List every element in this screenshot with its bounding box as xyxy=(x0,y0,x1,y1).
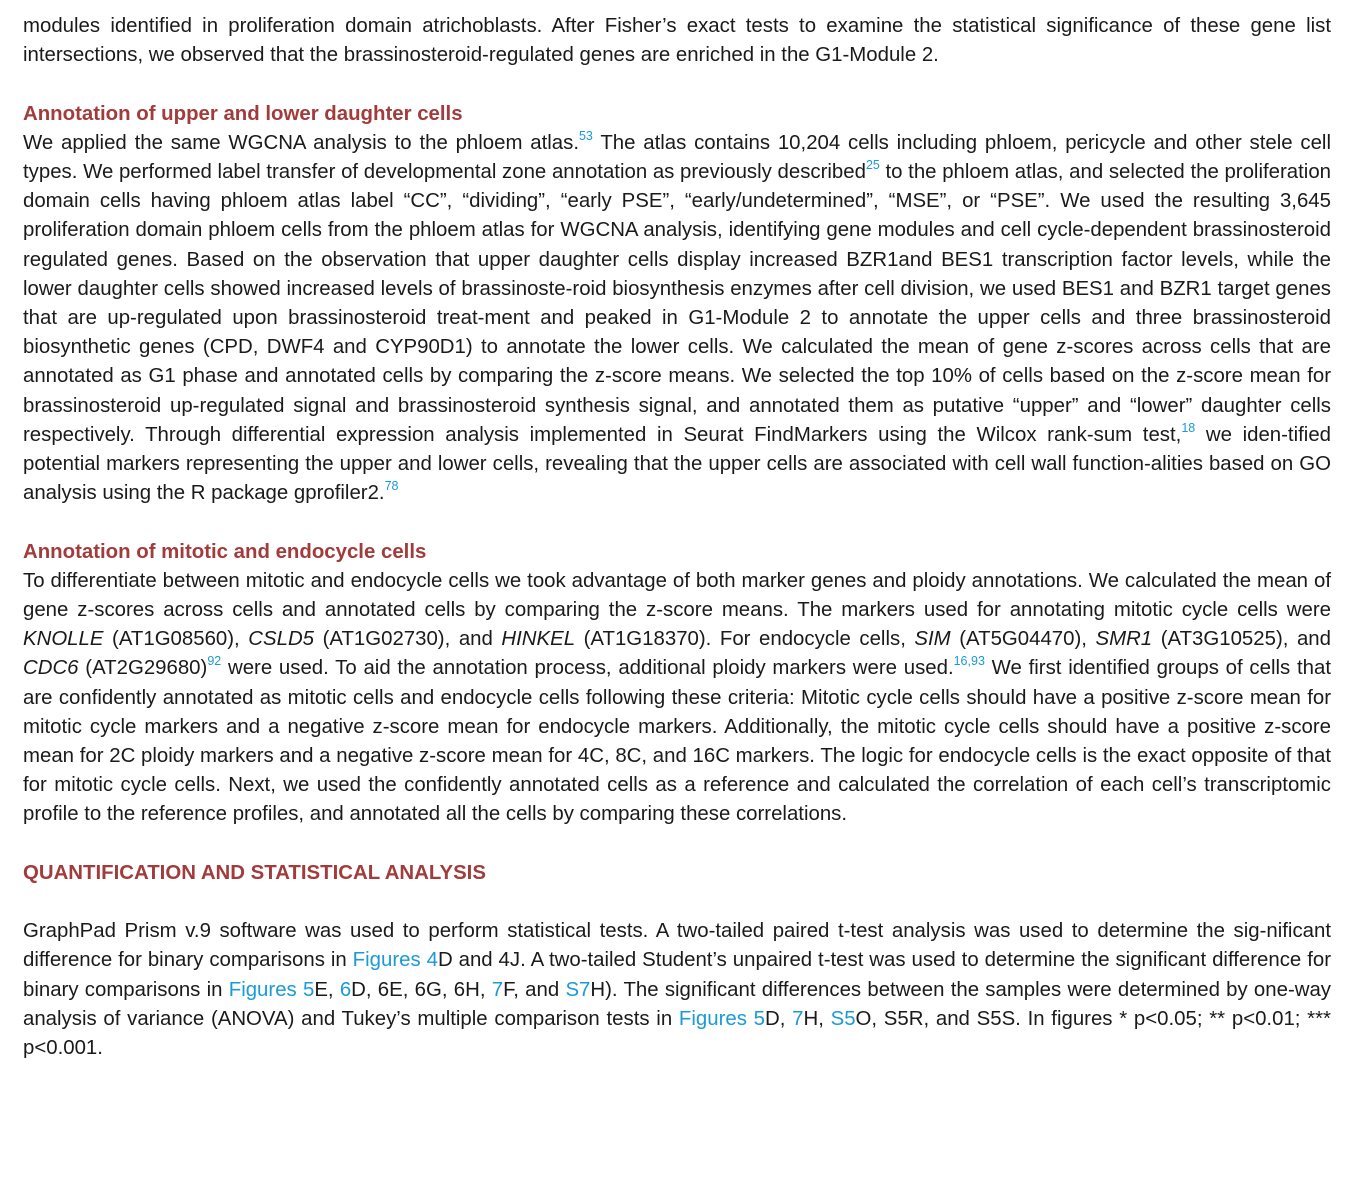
spacer xyxy=(23,888,1331,917)
text-run: To differentiate between mitotic and endocycle cells we took advantage of both marker genes and ploidy annotations. We calculated the mean of gene z-scores across cells and annotated cells by comparing the z-score means. The markers used for annotating mitotic cycle cells were xyxy=(23,569,1331,622)
text-run: D, 6E, 6G, 6H, xyxy=(351,978,492,1001)
intro-text: modules identified in proliferation domain atrichoblasts. After Fisher’s exact tests to examine the statistical significance of these gene list intersections, we observed that the brassinosteroid-regulated genes are enriched in the G1-Module 2. xyxy=(23,15,1331,67)
spacer xyxy=(23,830,1331,859)
spacer xyxy=(23,70,1331,99)
text-run: H, xyxy=(803,1007,831,1030)
text-run: (AT3G10525), and xyxy=(1152,628,1331,651)
figure-link[interactable]: 6 xyxy=(339,978,352,1001)
intro-paragraph xyxy=(23,12,1331,70)
text-run: E, xyxy=(314,978,340,1001)
text-run: We applied the same WGCNA analysis to the phloem atlas. xyxy=(23,131,579,154)
figure-link[interactable]: Figures 5 xyxy=(678,1007,765,1030)
figure-link[interactable]: Figures 4 xyxy=(352,949,438,972)
citation-link[interactable]: 92 xyxy=(207,654,222,669)
citation-link[interactable]: 53 xyxy=(578,128,593,143)
figure-link[interactable]: S7 xyxy=(565,978,591,1001)
section-paragraph-quantification xyxy=(23,917,1331,1063)
gene-name: SMR1 xyxy=(1095,628,1153,651)
citation-link[interactable]: 78 xyxy=(384,479,399,494)
section-paragraph-upper-lower xyxy=(23,129,1331,509)
section-heading-upper-lower: Annotation of upper and lower daughter cells xyxy=(23,102,463,125)
text-run: D, xyxy=(765,1007,793,1030)
section-paragraph-mitotic-endocycle xyxy=(23,567,1331,830)
text-run: (AT2G29680) xyxy=(78,657,208,680)
gene-name: CSLD5 xyxy=(248,628,315,651)
figure-link[interactable]: Figures 5 xyxy=(228,978,315,1001)
text-run: to the phloem atlas, and selected the proliferation domain cells having phloem atlas label “CC”, “dividing”, “early PSE”, “early/undetermined”, “MSE”, or “PSE”. We used the resulting 3,645 proliferation domain phloem cells from the phloem atlas for WGCNA analysis, identifying gene modules and cell cycle-dependent brassinosteroid regulated genes. Based on the observation that upper daughter cells display increased BZR1and BES1 transcription factor levels, while the lower daughter cells showed increased levels of brassinoste-roid biosynthesis enzymes after cell division, we used BES1 and BZR1 target genes that are up-regulated upon brassinosteroid treat-ment and peaked in G1-Module 2 to annotate the upper cells and three brassinosteroid biosynthetic genes (CPD, DWF4 and CYP90D1) to annotate the lower cells. We calculated the mean of gene z-scores across cells that are annotated as G1 phase and annotated cells by comparing the z-score means. We selected the top 10% of cells based on the z-score mean for brassinosteroid up-regulated signal and brassinosteroid synthesis signal, and annotated them as putative “upper” and “lower” daughter cells respectively. Through differential expression analysis implemented in Seurat FindMarkers using the Wilcox rank-sum test, xyxy=(23,161,1331,446)
section-heading-quantification: QUANTIFICATION AND STATISTICAL ANALYSIS xyxy=(23,861,486,884)
gene-name: KNOLLE xyxy=(23,628,104,651)
figure-link[interactable]: S5 xyxy=(830,1007,856,1030)
article-page xyxy=(23,12,1331,1063)
citation-link[interactable]: 25 xyxy=(865,158,880,172)
text-run: O, S5R, and S5S. In figures * p<0.05; ** p<0.01; *** p<0.001. xyxy=(23,1007,1331,1060)
text-run: were used. To aid the annotation process, additional ploidy markers were used. xyxy=(221,657,954,680)
text-run: (AT5G04470), xyxy=(950,628,1096,651)
text-run: (AT1G18370). For endocycle cells, xyxy=(575,628,915,651)
figure-link[interactable]: 7 xyxy=(792,1007,804,1030)
spacer xyxy=(23,508,1331,537)
text-run: The atlas contains 10,204 cells including phloem, pericycle and other stele cell types. We performed label transfer of developmental zone annotation as previously described xyxy=(23,131,1331,183)
text-run: GraphPad Prism v.9 software was used to perform statistical tests. A two-tailed paired t-test analysis was used to determine the sig-nificant difference for binary comparisons in xyxy=(23,920,1331,972)
gene-name: CDC6 xyxy=(23,657,79,680)
text-run: H). The significant differences between the samples were determined by one-way analysis of variance (ANOVA) and Tukey’s multiple comparison tests in xyxy=(23,978,1331,1030)
figure-link[interactable]: 7 xyxy=(491,978,504,1001)
citation-link[interactable]: 18 xyxy=(1181,420,1196,435)
text-run: (AT1G08560), xyxy=(103,628,249,651)
text-run: We first identified groups of cells that are confidently annotated as mitotic cells and endocycle cells following these criteria: Mitotic cycle cells should have a positive z-score mean for mitotic cycle markers and a negative z-score mean for endocycle markers. Additionally, the mitotic cycle cells should have a positive z-score mean for 2C ploidy markers and a negative z-score mean for 4C, 8C, and 16C markers. The logic for endocycle cells is the exact opposite of that for mitotic cycle cells. Next, we used the confidently annotated cells as a reference and calculated the correlation of each cell’s transcriptomic profile to the reference profiles, and annotated all the cells by comparing these correlations. xyxy=(23,657,1331,826)
gene-name: SIM xyxy=(914,628,951,651)
gene-name: HINKEL xyxy=(501,628,576,651)
text-run: we iden-tified potential markers representing the upper and lower cells, revealing that the upper cells are associated with cell wall function-alities based on GO analysis using the R package gprofiler2. xyxy=(23,423,1331,505)
citation-link[interactable]: 16,93 xyxy=(953,654,985,669)
section-heading-mitotic-endocycle: Annotation of mitotic and endocycle cells xyxy=(23,540,427,563)
text-run: (AT1G02730), and xyxy=(314,628,502,651)
text-run: F, and xyxy=(503,978,566,1001)
text-run: D and 4J. A two-tailed Student’s unpaired t-test was used to determine the significant difference for binary comparisons in xyxy=(23,949,1332,1001)
